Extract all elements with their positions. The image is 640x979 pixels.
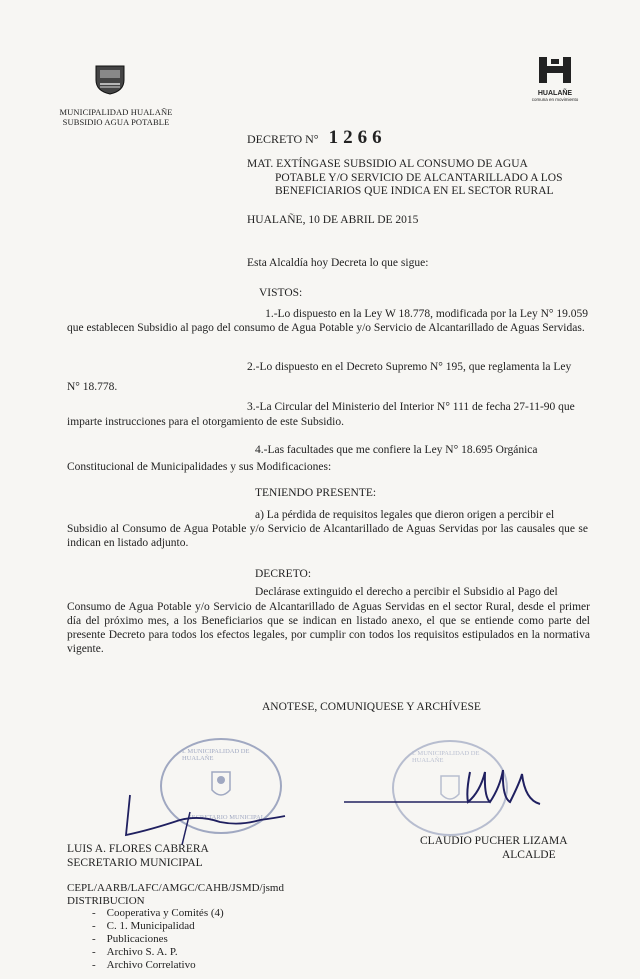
place-date: HUALAÑE, 10 DE ABRIL DE 2015 (247, 214, 419, 226)
vistos-item-2-rest: N° 18.778. (67, 381, 118, 393)
list-item-label: Archivo S. A. P. (106, 946, 178, 958)
teniendo-heading: TENIENDO PRESENTE: (255, 487, 377, 499)
vistos-item-3-rest: imparte instrucciones para el otorgamiento de este Subsidio. (67, 416, 344, 428)
secretary-name: LUIS A. FLORES CABRERA (67, 843, 209, 855)
decreto-heading: DECRETO: (255, 568, 312, 580)
list-item-label: Archivo Correlativo (106, 959, 196, 971)
hualane-h-icon (535, 55, 575, 85)
secretary-name-block (67, 842, 209, 870)
stamp-left-bottom-text: SECRETARIO MUNICIPAL (188, 814, 265, 821)
decreto-body-first: Declárase extinguido el derecho a percibir el Subsidio al Pago del (255, 586, 558, 598)
crest-icon (92, 60, 128, 96)
municipality-dept: SUBSIDIO AGUA POTABLE (62, 117, 170, 127)
initials: CEPL/AARB/LAFC/AMGC/CAHB/JSMD/jsmd (67, 882, 284, 894)
decreto-body-rest: Consumo de Agua Potable y/o Servicio de Alcantarillado de Aguas Servidas en el sector Rural, desde el primer día del próximo mes, a los Beneficiarios que se indican en listado anexo, el que se entiende como parte del presente Decreto para todos los efectos legales, por cumplir con todos los requisitos estipulados en la normativa vigente. (67, 601, 590, 655)
vistos-heading: VISTOS: (259, 287, 303, 299)
list-item: - Publicaciones (92, 933, 168, 945)
mayor-name: CLAUDIO PUCHER LIZAMA (420, 835, 568, 847)
vistos-item-3-first: 3.-La Circular del Ministerio del Interior N° 111 de fecha 27-11-90 que (247, 401, 575, 413)
distribution-list (92, 907, 224, 972)
hualane-logo (530, 55, 580, 102)
decree-number: 1266 (328, 127, 387, 148)
vistos-item-1-rest: que establecen Subsidio al pago del consumo de Agua Potable y/o Servicio de Alcantarillado de Aguas Servidas. (67, 322, 585, 334)
mayor-signature (340, 762, 560, 822)
subject-line-3: BENEFICIARIOS QUE INDICA EN EL SECTOR RURAL (275, 185, 554, 197)
mayor-title: ALCALDE (501, 849, 556, 861)
list-item: - Archivo S. A. P. (92, 946, 178, 958)
secretary-title: SECRETARIO MUNICIPAL (67, 857, 203, 869)
teniendo-a-first: a) La pérdida de requisitos legales que dieron origen a percibir el (255, 509, 555, 521)
stamp-right-top-text: I. MUNICIPALIDAD DE HUALAÑE (412, 750, 480, 764)
logo-name: HUALAÑE (537, 90, 573, 97)
decree-heading (247, 127, 387, 149)
list-item-label: Publicaciones (106, 933, 168, 945)
list-item: - Archivo Correlativo (92, 959, 196, 971)
vistos-item-1 (67, 307, 588, 335)
subject-line-1: MAT. EXTÍNGASE SUBSIDIO AL CONSUMO DE AGUA (247, 158, 528, 170)
municipal-crest (92, 60, 128, 96)
vistos-item-4-first: 4.-Las facultades que me confiere la Ley N° 18.695 Orgánica (255, 444, 538, 456)
municipality-name: MUNICIPALIDAD HUALAÑE (59, 107, 173, 117)
subject-line-2: POTABLE Y/O SERVICIO DE ALCANTARILLADO A LOS (275, 171, 563, 184)
vistos-item-1-first: 1.-Lo dispuesto en la Ley W 18.778, modificada por la Ley N° 19.059 (265, 308, 588, 320)
vistos-item-4-rest: Constitucional de Municipalidades y sus Modificaciones: (67, 461, 332, 473)
stamp-left-top-text: I. MUNICIPALIDAD DE HUALAÑE (182, 748, 250, 762)
logo-tagline: comuna en movimiento (531, 97, 579, 102)
closing-formula: ANOTESE, COMUNIQUESE Y ARCHÍVESE (262, 701, 481, 713)
list-item: - Cooperativa y Comités (4) (92, 907, 224, 919)
teniendo-a-rest: Subsidio al Consumo de Agua Potable y/o Servicio de Alcantarillado de Aguas Servidas por las causales que se indican en listado adjunto. (67, 523, 588, 549)
list-item: - C. 1. Municipalidad (92, 920, 195, 932)
decree-label: DECRETO N° (247, 132, 319, 146)
decree-intro: Esta Alcaldía hoy Decreta lo que sigue: (247, 257, 429, 269)
list-item-label: C. 1. Municipalidad (106, 920, 195, 932)
vistos-item-2-first: 2.-Lo dispuesto en el Decreto Supremo N° 195, que reglamenta la Ley (247, 361, 572, 373)
mayor-name-block (420, 834, 568, 862)
distribution-heading: DISTRIBUCION (67, 895, 145, 907)
decree-subject (247, 158, 563, 199)
municipality-header (56, 107, 176, 127)
list-item-label: Cooperativa y Comités (4) (106, 907, 224, 919)
